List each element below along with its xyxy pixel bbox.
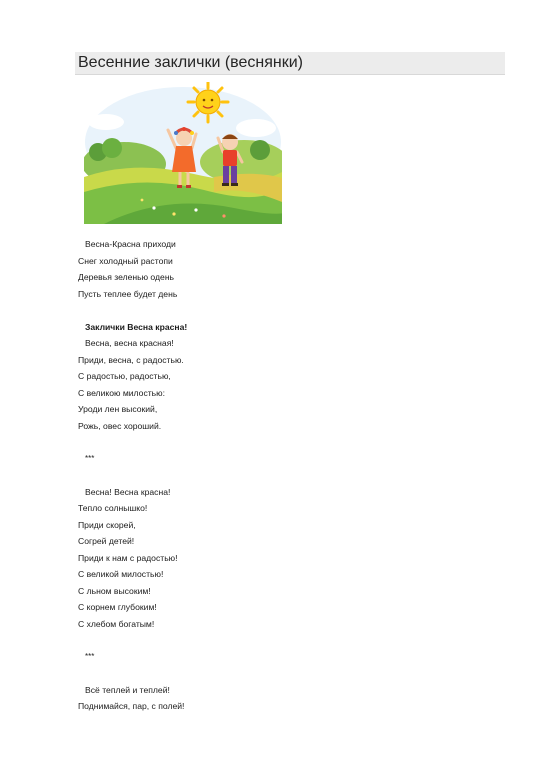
- poem-line: Всё теплей и теплей!: [85, 684, 170, 695]
- poem-line: Уроди лен высокий,: [78, 404, 158, 414]
- poem-body: [78, 236, 498, 715]
- poem-line: Тепло солнышко!: [78, 503, 148, 513]
- poem-line: Приди скорей,: [78, 519, 136, 530]
- poem-line: Поднимайся, пар, с полей!: [78, 701, 185, 711]
- spacer: [78, 434, 498, 451]
- separator: ***: [85, 453, 95, 463]
- separator: ***: [85, 651, 95, 661]
- poem-line: С великою милостью:: [78, 387, 165, 398]
- poem-line: С корнем глубоким!: [78, 602, 157, 612]
- spacer: [78, 665, 498, 682]
- spacer: [78, 302, 498, 319]
- poem-line: Снег холодный растопи: [78, 255, 173, 266]
- poem-line: С льном высоким!: [78, 585, 151, 596]
- poem-line: С великой милостью!: [78, 569, 164, 579]
- poem-line: С радостью, радостью,: [78, 371, 171, 381]
- page-title: Весенние заклички (веснянки): [78, 54, 303, 71]
- poem-line: Весна, весна красная!: [85, 338, 174, 348]
- children-sun-illustration: [84, 82, 282, 224]
- spacer: [78, 632, 498, 649]
- section-heading: Заклички Весна красна!: [85, 321, 188, 332]
- title-bar: [75, 52, 505, 75]
- poem-line: Рожь, овес хороший.: [78, 420, 162, 431]
- poem-line: Весна! Весна красна!: [85, 486, 171, 497]
- spacer: [78, 467, 498, 484]
- poem-line: Приди к нам с радостью!: [78, 552, 178, 563]
- poem-line: Пусть теплее будет день: [78, 288, 178, 299]
- poem-line: Весна-Красна приходи: [85, 239, 176, 249]
- poem-line: Согрей детей!: [78, 536, 135, 546]
- poem-line: С хлебом богатым!: [78, 618, 155, 629]
- poem-line: Деревья зеленью одень: [78, 272, 175, 282]
- poem-line: Приди, весна, с радостью.: [78, 354, 184, 365]
